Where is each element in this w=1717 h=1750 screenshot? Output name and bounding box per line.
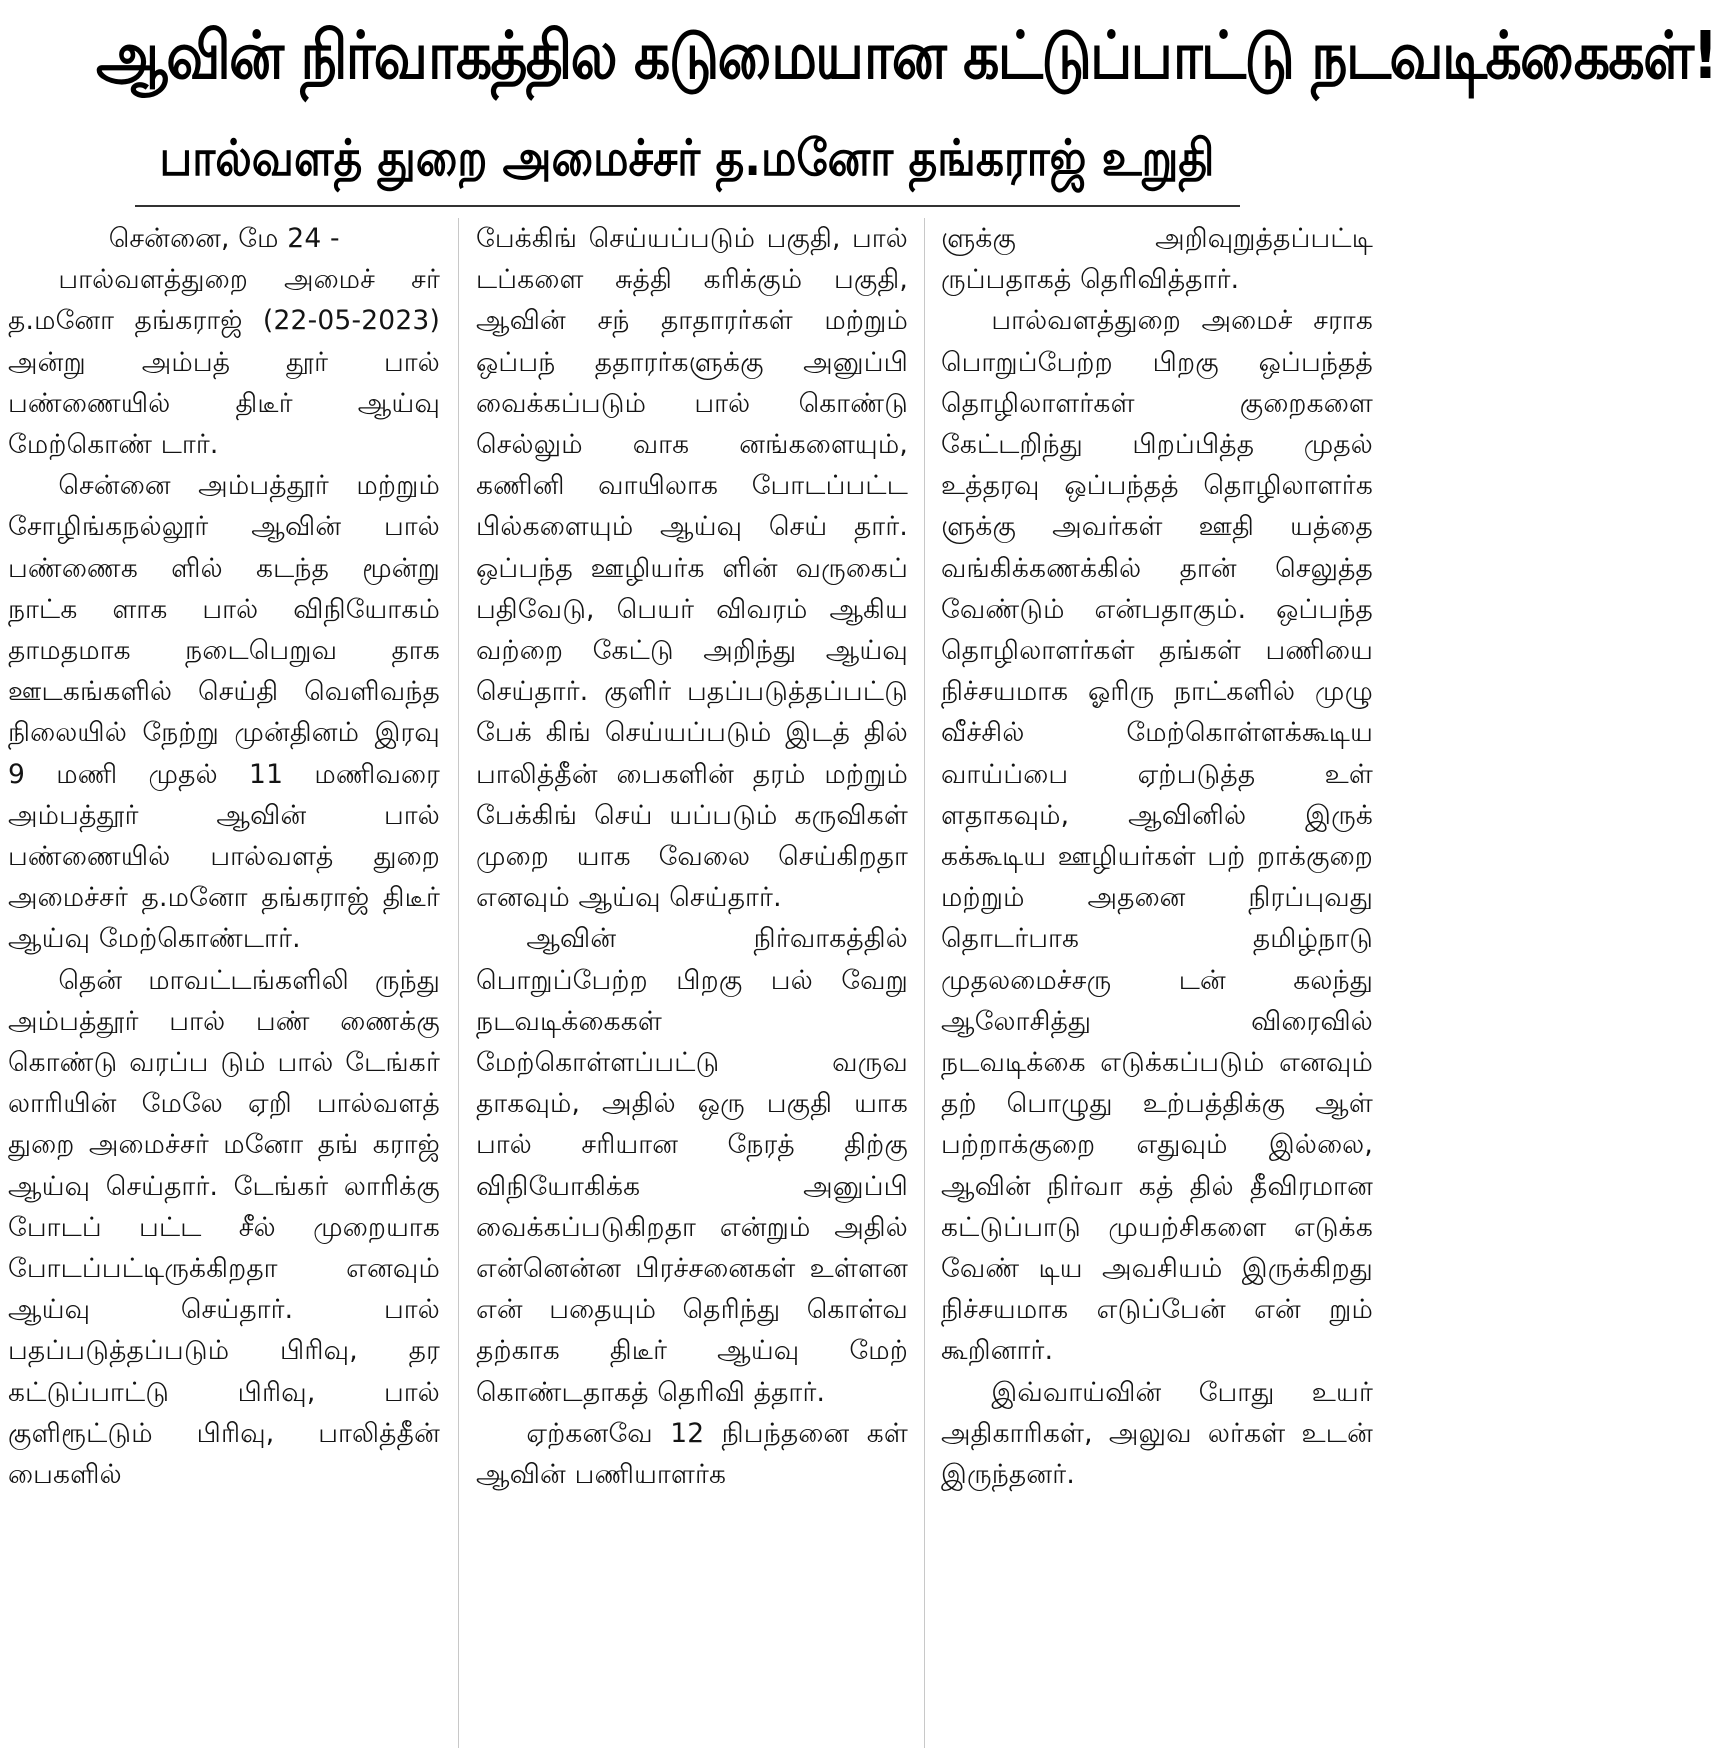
article-paragraph: பால்வளத்துறை அமைச் சர் த.மனோ தங்கராஜ் (22-05-2023) அன்று அம்பத் தூர் பால் பண்ணையில் திடீர் ஆய்வு மேற்கொண் டார். <box>8 264 440 461</box>
article-paragraph: சென்னை அம்பத்தூர் மற்றும் சோழிங்கநல்லூர் ஆவின் பால் பண்ணைக ளில் கடந்த மூன்று நாட்க ளாக பால் விநியோகம் தாமதமாக நடைபெறுவ தாக ஊடகங்களில் செய்தி வெளிவந்த நிலையில் நேற்று முன்தினம் இரவு 9 மணி முதல் 11 மணிவரை அம்பத்தூர் ஆவின் பால் பண்ணையில் பால்வளத் துறை அமைச்சர் த.மனோ தங்கராஜ் திடீர் ஆய்வு மேற்கொண்டார். <box>8 470 440 955</box>
article-paragraph: ஏற்கனவே 12 நிபந்தனை கள் ஆவின் பணியாளர்க <box>476 1417 908 1491</box>
article-column-2 <box>476 218 908 1748</box>
article-paragraph: தென் மாவட்டங்களிலி ருந்து அம்பத்தூர் பால் பண் ணைக்கு கொண்டு வரப்ப டும் பால் டேங்கர் லாரியின் மேலே ஏறி பால்வளத் துறை அமைச்சர் மனோ தங் கராஜ் ஆய்வு செய்தார். டேங்கர் லாரிக்கு போடப் பட்ட சீல் முறையாக போடப்பட்டிருக்கிறதா எனவும் ஆய்வு செய்தார். பால் பதப்படுத்தப்படும் பிரிவு, தர கட்டுப்பாட்டு பிரிவு, பால் குளிரூட்டும் பிரிவு, பாலித்தீன் பைகளில் <box>8 964 440 1491</box>
article-paragraph: பால்வளத்துறை அமைச் சராக பொறுப்பேற்ற பிறகு ஒப்பந்தத் தொழிலாளர்கள் குறைகளை கேட்டறிந்து பிறப்பித்த முதல் உத்தரவு ஒப்பந்தத் தொழிலாளர்க ளுக்கு அவர்கள் ஊதி யத்தை வங்கிக்கணக்கில் தான் செலுத்த வேண்டும் என்பதாகும். ஒப்பந்த தொழிலாளர்கள் தங்கள் பணியை நிச்சயமாக ஓரிரு நாட்களில் முழு வீச்சில் மேற்கொள்ளக்கூடிய வாய்ப்பை ஏற்படுத்த உள் ளதாகவும், ஆவினில் இருக் கக்கூடிய ஊழியர்கள் பற் றாக்குறை மற்றும் அதனை நிரப்புவது தொடர்பாக தமிழ்நாடு முதலமைச்சரு டன் கலந்து ஆலோசித்து விரைவில் நடவடிக்கை எடுக்கப்படும் எனவும் தற் பொழுது உற்பத்திக்கு ஆள் பற்றாக்குறை எதுவும் இல்லை, ஆவின் நிர்வா கத் தில் தீவிரமான கட்டுப்பாடு முயற்சிகளை எடுக்க வேண் டிய அவசியம் இருக்கிறது நிச்சயமாக எடுப்பேன் என் றும் கூறினார். <box>941 305 1373 1367</box>
article-paragraph: ளுக்கு அறிவுறுத்தப்பட்டி ருப்பதாகத் தெரிவித்தார். <box>941 223 1373 296</box>
article-column-3 <box>941 218 1373 1748</box>
article-paragraph: ஆவின் நிர்வாகத்தில் பொறுப்பேற்ற பிறகு பல் வேறு நடவடிக்கைகள் மேற்கொள்ளப்பட்டு வருவ தாகவும், அதில் ஒரு பகுதி யாக பால் சரியான நேரத் திற்கு விநியோகிக்க அனுப்பி வைக்கப்படுகிறதா என்றும் அதில் என்னென்ன பிரச்சனைகள் உள்ளன என் பதையும் தெரிந்து கொள்வ தற்காக திடீர் ஆய்வு மேற் கொண்டதாகத் தெரிவி த்தார். <box>476 923 908 1408</box>
article-paragraph: இவ்வாய்வின் போது உயர் அதிகாரிகள், அலுவ லர்கள் உடன் இருந்தனர். <box>941 1376 1373 1491</box>
headline: ஆவின் நிர்வாகத்தில கடுமையான கட்டுப்பாட்டு நடவடிக்கைகள்! <box>96 17 1717 94</box>
dateline: சென்னை, மே 24 - <box>108 223 340 254</box>
headline-divider <box>135 205 1240 207</box>
subheadline: பால்வளத் துறை அமைச்சர் த.மனோ தங்கராஜ் உறுதி <box>159 129 1215 187</box>
article-paragraph: பேக்கிங் செய்யப்படும் பகுதி, பால் டப்களை சுத்தி கரிக்கும் பகுதி, ஆவின் சந் தாதாரர்கள் மற்றும் ஒப்பந் ததாரர்களுக்கு அனுப்பி வைக்கப்படும் பால் கொண்டு செல்லும் வாக னங்களையும், கணினி வாயிலாக போடப்பட்ட பில்களையும் ஆய்வு செய் தார். ஒப்பந்த ஊழியர்க ளின் வருகைப் பதிவேடு, பெயர் விவரம் ஆகிய வற்றை கேட்டு அறிந்து ஆய்வு செய்தார். குளிர் பதப்படுத்தப்பட்டு பேக் கிங் செய்யப்படும் இடத் தில் பாலித்தீன் பைகளின் தரம் மற்றும் பேக்கிங் செய் யப்படும் கருவிகள் முறை யாக வேலை செய்கிறதா எனவும் ஆய்வு செய்தார். <box>476 223 908 914</box>
column-divider <box>924 218 925 1748</box>
column-divider <box>458 218 459 1748</box>
article-columns <box>8 218 1373 1748</box>
article-column-1 <box>8 218 440 1748</box>
